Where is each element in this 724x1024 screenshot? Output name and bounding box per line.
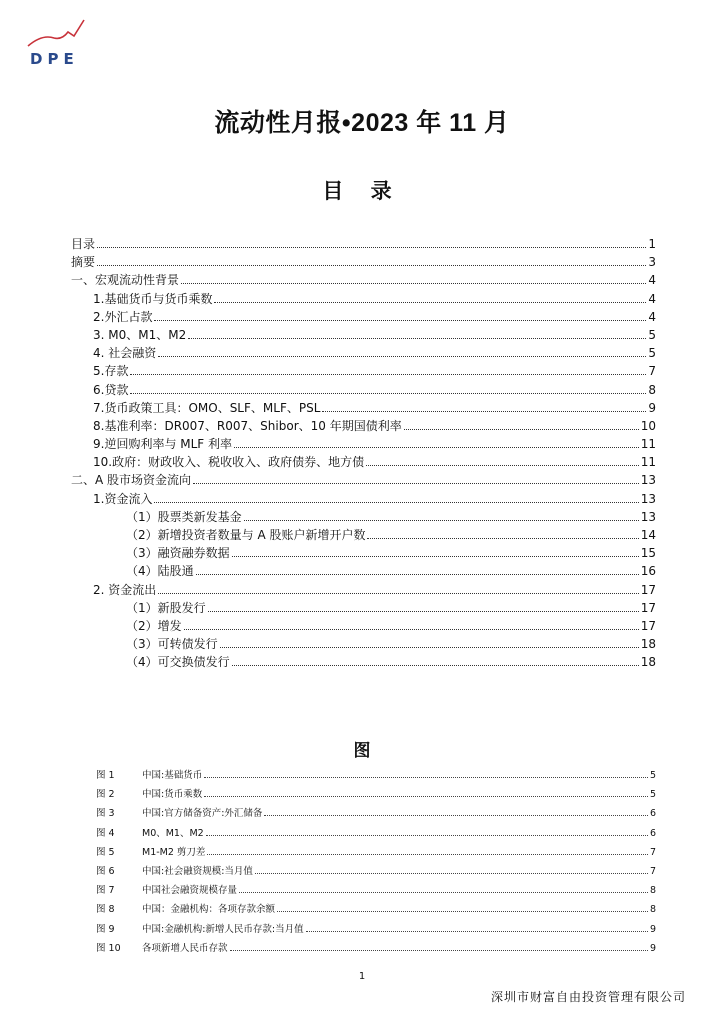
toc-entry-title: 二、A 股市场资金流向 [71,473,192,488]
dot-leader [208,611,639,612]
toc-entry[interactable] [71,435,656,453]
figure-title: 中国:官方储备资产:外汇储备 [142,808,263,820]
toc-entry-page: 7 [648,364,656,379]
dot-leader [244,520,639,521]
dot-leader [204,777,648,778]
toc-entry-page: 13 [640,509,656,524]
toc-entry[interactable] [71,526,656,544]
dot-leader [206,835,648,836]
toc-entry-page: 5 [648,327,656,342]
toc-entry-page: 11 [640,455,656,470]
figure-number: 图 1 [96,770,115,781]
figure-page: 6 [649,827,656,839]
dot-leader [207,854,648,855]
figure-entry[interactable] [96,863,656,882]
toc-entry[interactable] [71,271,656,289]
dot-leader [130,393,646,394]
toc-entry-title: （1）新股发行 [126,600,206,615]
figure-title: 中国:社会融资规模:当月值 [142,865,253,877]
figure-page: 7 [649,846,656,858]
toc-entry[interactable] [71,253,656,271]
toc-entry-title: （4）可交换债发行 [126,655,230,670]
toc-entry-title: 目录 [71,237,96,251]
figure-entry[interactable] [96,825,656,844]
dot-leader [404,429,639,430]
figure-number: 图 3 [96,808,115,820]
toc-entry-title: 1.资金流入 [93,491,153,506]
table-of-contents [71,235,656,672]
dot-leader [154,320,646,321]
toc-entry-page: 17 [640,618,656,633]
figure-number: 图 4 [96,827,115,839]
toc-entry[interactable] [71,381,656,399]
toc-entry[interactable] [71,508,656,526]
toc-entry-page: 4 [648,273,656,288]
toc-entry[interactable] [71,617,656,635]
toc-entry[interactable] [71,290,656,308]
toc-entry-page: 3 [648,255,656,270]
toc-entry-page: 14 [640,528,656,542]
company-name: 深圳市财富自由投资管理有限公司 [490,990,686,1004]
figure-number: 图 8 [96,904,115,916]
toc-entry[interactable] [71,417,656,435]
toc-entry[interactable] [71,635,656,653]
toc-entry[interactable] [71,562,656,580]
toc-entry[interactable] [71,653,656,671]
figure-page: 8 [649,904,656,916]
toc-entry-title: 一、宏观流动性背景 [71,273,180,288]
toc-entry-title: 9.逆回购利率与 MLF 利率 [93,437,233,452]
figure-page: 9 [649,923,656,935]
toc-entry[interactable] [71,490,656,508]
toc-entry[interactable] [71,362,656,380]
figure-entry[interactable] [96,805,656,824]
toc-entry-title: （1）股票类新发基金 [126,509,242,524]
dot-leader [184,629,639,630]
report-title: 流动性月报•2023 年 11 月 [214,109,510,137]
figure-title: 中国:货币乘数 [142,789,203,801]
toc-entry-page: 16 [640,564,656,579]
figure-entry[interactable] [96,921,656,940]
figure-entry[interactable] [96,844,656,863]
figure-entry[interactable] [96,901,656,920]
dot-leader [97,265,646,266]
figure-number: 图 7 [96,885,115,897]
toc-entry[interactable] [71,453,656,471]
dot-leader [193,483,639,484]
figures-heading: 图 [353,741,371,761]
figure-entry[interactable] [96,767,656,786]
dot-leader [97,247,646,248]
figure-page: 5 [649,789,656,801]
figure-title: 中国:金融机构:新增人民币存款:当月值 [142,923,304,935]
toc-entry[interactable] [71,581,656,599]
dot-leader [130,374,646,375]
dot-leader [232,556,639,557]
dot-leader [214,302,646,303]
dot-leader [367,538,638,539]
figure-number: 图 9 [96,923,115,935]
dot-leader [204,796,648,797]
toc-entry-title: 5.存款 [93,364,129,379]
toc-heading: 目 录 [322,179,402,203]
dot-leader [306,931,648,932]
toc-entry-page: 18 [640,637,656,652]
toc-entry-page: 11 [640,437,656,452]
toc-entry[interactable] [71,344,656,362]
toc-entry-page: 15 [640,546,656,561]
toc-entry-page: 4 [648,309,656,324]
dot-leader [366,465,639,466]
toc-entry[interactable] [71,308,656,326]
figure-number: 图 2 [96,789,115,801]
figure-title: 中国社会融资规模存量 [142,885,238,897]
toc-entry[interactable] [71,544,656,562]
figure-title: 中国：金融机构：各项存款余额 [142,904,276,916]
figure-page: 7 [649,865,656,877]
figure-title: M0、M1、M2 [142,827,204,839]
toc-entry-page: 1 [648,237,656,251]
toc-entry-title: （2）增发 [126,618,182,633]
dot-leader [277,911,648,912]
toc-entry-title: （2）新增投资者数量与 A 股账户新增开户数 [126,528,366,542]
figure-entry[interactable] [96,940,656,959]
toc-entry[interactable] [71,235,656,253]
figure-entry[interactable] [96,786,656,805]
dot-leader [220,647,639,648]
figure-page: 8 [649,885,656,897]
dot-leader [158,593,638,594]
figure-number: 图 6 [96,865,115,877]
dot-leader [232,665,639,666]
figure-title: M1-M2 剪刀差 [142,846,206,858]
figure-page: 5 [649,770,656,781]
figure-page: 6 [649,808,656,820]
toc-entry[interactable] [71,326,656,344]
toc-entry-page: 10 [640,418,656,433]
toc-entry-title: 1.基础货币与货币乘数 [93,291,213,306]
toc-entry-title: 7.货币政策工具：OMO、SLF、MLF、PSL [93,400,321,415]
dot-leader [264,815,648,816]
dot-leader [239,892,648,893]
dot-leader [196,574,639,575]
figure-page: 9 [649,942,656,954]
toc-entry-page: 17 [640,582,656,597]
toc-entry[interactable] [71,399,656,417]
figure-number: 图 5 [96,846,115,858]
logo-text: DPE [30,50,79,68]
toc-entry-title: （4）陆股通 [126,564,194,579]
toc-entry-title: 6.贷款 [93,382,129,397]
page-number: 1 [358,971,366,982]
toc-entry[interactable] [71,599,656,617]
figure-entry[interactable] [96,882,656,901]
dot-leader [255,873,648,874]
toc-entry-title: 10.政府：财政收入、税收收入、政府债券、地方债 [93,455,365,470]
toc-entry-title: （3）融资融券数据 [126,546,230,561]
list-of-figures [96,767,656,959]
toc-entry[interactable] [71,471,656,489]
toc-entry-title: 2. 资金流出 [93,582,157,597]
toc-entry-page: 13 [640,473,656,488]
toc-entry-page: 8 [648,382,656,397]
toc-entry-page: 4 [648,291,656,306]
dot-leader [181,283,646,284]
figure-number: 图 10 [96,942,121,954]
toc-entry-page: 5 [648,346,656,361]
toc-entry-page: 18 [640,655,656,670]
dot-leader [322,411,646,412]
toc-entry-title: 4. 社会融资 [93,346,157,361]
toc-entry-title: （3）可转债发行 [126,637,218,652]
dot-leader [230,950,648,951]
toc-entry-title: 3. M0、M1、M2 [93,327,187,342]
dot-leader [158,356,646,357]
dot-leader [154,502,638,503]
dot-leader [188,338,646,339]
figure-title: 中国:基础货币 [142,770,203,781]
toc-entry-page: 17 [640,600,656,615]
toc-entry-title: 2.外汇占款 [93,309,153,324]
figure-title: 各项新增人民币存款 [142,942,228,954]
toc-entry-page: 9 [648,400,656,415]
toc-entry-title: 8.基准利率：DR007、R007、Shibor、10 年期国债利率 [93,418,402,433]
toc-entry-page: 13 [640,491,656,506]
toc-entry-title: 摘要 [71,255,96,270]
dot-leader [234,447,639,448]
